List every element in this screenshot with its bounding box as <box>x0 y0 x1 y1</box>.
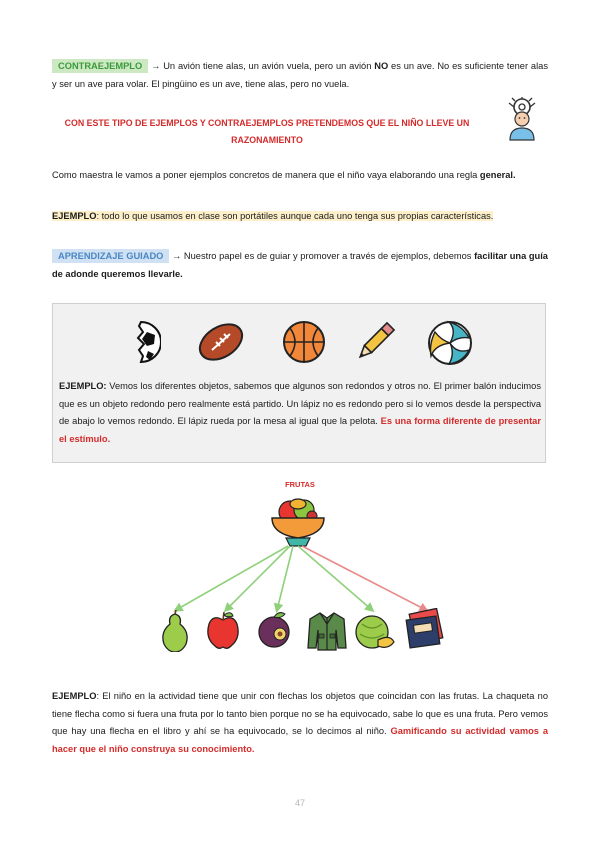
aprendizaje-text: Nuestro papel es de guiar y promover a través de ejemplos, debemos <box>181 251 475 261</box>
ejemplo2-red-text: Gamificando su actividad vamos a hacer que el niño construya su conocimiento. <box>52 726 548 754</box>
contraejemplo-label: CONTRAEJEMPLO <box>52 59 148 73</box>
plum-icon <box>257 610 293 650</box>
contraejemplo-no: NO <box>374 61 389 71</box>
ejemplo2-text: : El niño en la actividad tiene que unir con flechas los objetos que coincidan con las frutas. La chaqueta no tiene flecha como si fuera una fruta por lo tanto bien porque no se ha equivocado, sabe lo que es una fruta. Pero vemos que hay una flecha en el libro y ahí se ha equivocado, se lo decimos al niño. <box>52 691 548 736</box>
box-red-text: Es una forma diferente de presentar el estímulo. <box>59 416 541 444</box>
example-box <box>52 303 546 463</box>
football-icon <box>196 320 246 364</box>
contraejemplo-paragraph <box>52 58 548 93</box>
ejemplo-label: EJEMPLO <box>52 211 97 221</box>
arrow-glyph-2: → <box>172 251 182 261</box>
ejemplo2-label: EJEMPLO <box>52 691 97 701</box>
apple-icon <box>205 610 241 650</box>
contraejemplo-text-2: es un ave. No es suficiente tener alas y ser un ave para volar. El pingüino es un ave, tiene alas, pero no vuela. <box>52 61 548 89</box>
box-paragraph <box>59 378 541 448</box>
basketball-icon <box>282 320 326 364</box>
aprendizaje-paragraph <box>52 248 548 283</box>
page-number: 47 <box>294 798 305 808</box>
frutas-title: FRUTAS <box>285 480 315 489</box>
box-text: Vemos los diferentes objetos, sabemos que algunos son redondos y otros no. El primer balón inducimos que es un objeto redondo pero realmente está partido. Un lápiz no es redondo pero si lo vemos desde la perspectiva de abajo lo vemos redondo. El lápiz rueda por la mesa al igual que la pelota. <box>59 381 541 426</box>
aprendizaje-bold: facilitar una guía de adonde queremos llevarle. <box>52 251 548 279</box>
volleyball-icon <box>427 320 473 366</box>
matching-arrows <box>0 540 600 620</box>
maestra-general: general. <box>479 170 516 180</box>
ejemplo-text: : todo lo que usamos en clase son portátiles aunque cada uno tenga sus propias características. <box>96 211 494 221</box>
maestra-text: Como maestra le vamos a poner ejemplos concretos de manera que el niño vaya elaborando una regla <box>52 170 480 180</box>
thinking-child-icon <box>503 97 541 141</box>
jacket-icon <box>306 610 348 652</box>
aprendizaje-label: APRENDIZAJE GUIADO <box>52 249 169 263</box>
section-heading: CON ESTE TIPO DE EJEMPLOS Y CONTRAEJEMPLOS PRETENDEMOS QUE EL NIÑO LLEVE UN RAZONAMIENTO <box>64 118 470 145</box>
ejemplo-frutas-paragraph <box>52 688 548 758</box>
book-icon <box>404 608 446 650</box>
contraejemplo-text-1: Un avión tiene alas, un avión vuela, pero un avión <box>160 61 375 71</box>
box-label: EJEMPLO: <box>59 381 107 391</box>
pencil-icon <box>353 320 397 364</box>
maestra-paragraph <box>52 167 548 185</box>
arrow-glyph: → <box>151 61 161 71</box>
pear-icon <box>158 610 192 652</box>
melon-icon <box>352 610 396 650</box>
ejemplo-portatiles <box>52 208 548 226</box>
broken-soccer-ball-icon <box>121 320 161 364</box>
